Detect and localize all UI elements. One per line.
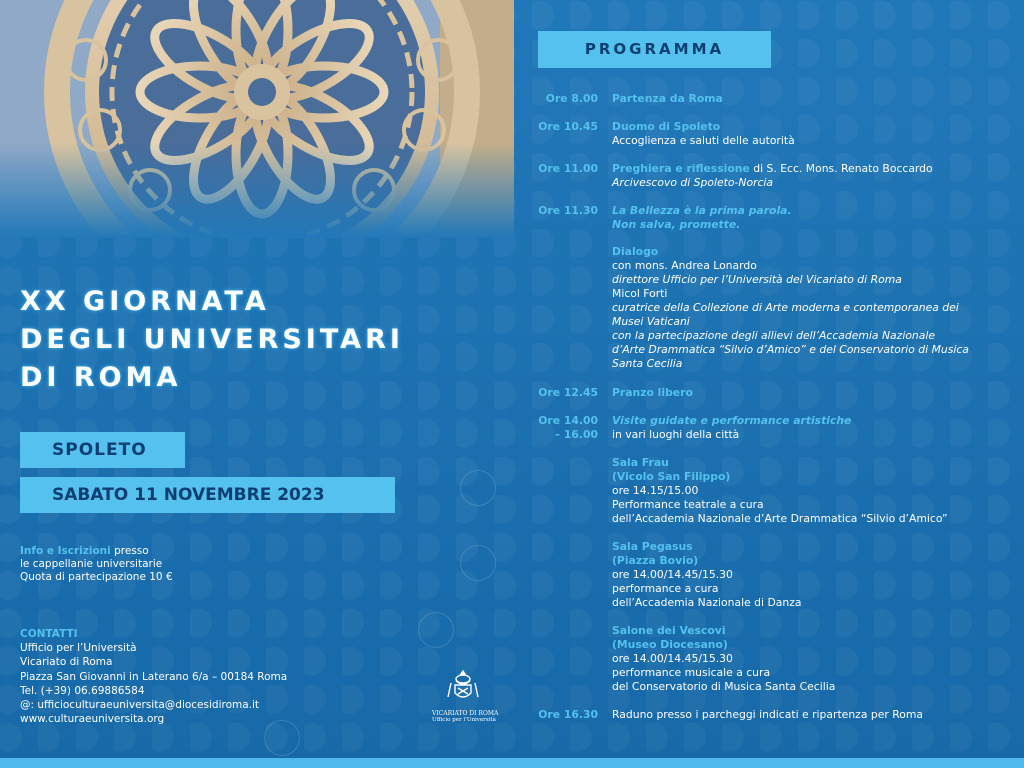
- info-highlight: Info e Iscrizioni: [20, 545, 111, 557]
- decorative-medallion: [460, 470, 496, 506]
- bottom-band: [0, 758, 1024, 768]
- logo-caption: VICARIATO DI ROMA: [432, 710, 499, 717]
- schedule-text: Musei Vaticani: [612, 315, 690, 328]
- right-panel: [514, 0, 1024, 768]
- venue-title: Sala Pegasus: [612, 540, 693, 553]
- title-line: DEGLI UNIVERSITARI: [20, 324, 404, 355]
- event-title: [20, 283, 404, 397]
- schedule-text: Raduno presso i parcheggi indicati e ripartenza per Roma: [612, 708, 924, 721]
- schedule-title: Duomo di Spoleto: [612, 120, 721, 133]
- title-line: XX GIORNATA: [20, 286, 270, 317]
- info-text: presso: [110, 545, 149, 557]
- schedule-text: con mons. Andrea Lonardo: [612, 259, 757, 272]
- contact-address: Piazza San Giovanni in Laterano 6/a – 00184 Roma: [20, 670, 288, 683]
- decorative-medallion: [460, 545, 496, 581]
- date-badge: SABATO 11 NOVEMBRE 2023: [20, 477, 395, 513]
- schedule-title: Pranzo libero: [612, 386, 693, 399]
- schedule-title: Dialogo: [612, 245, 659, 258]
- decorative-medallion: [418, 612, 454, 648]
- contact-org: Vicariato di Roma: [20, 656, 113, 669]
- info-text: le cappellanie universitarie: [20, 558, 163, 570]
- venue-location: (Museo Diocesano): [612, 638, 728, 651]
- vicariato-logo: [432, 668, 499, 732]
- schedule-text: ore 14.15/15.00: [612, 484, 699, 497]
- info-block: [20, 545, 173, 584]
- logo-caption: Ufficio per l’Università: [432, 717, 496, 723]
- title-line: DI ROMA: [20, 362, 182, 393]
- schedule-text: di S. Ecc. Mons. Renato Boccardo: [749, 162, 933, 175]
- schedule-text: Accoglienza e saluti delle autorità: [612, 134, 795, 147]
- venue-location: (Piazza Bovio): [612, 554, 699, 567]
- schedule-title: Visite guidate e performance artistiche: [612, 414, 852, 427]
- schedule-text: Santa Cecilia: [612, 357, 683, 370]
- schedule-text: dell’Accademia Nazionale di Danza: [612, 596, 802, 609]
- schedule-title: Non salva, promette.: [612, 218, 741, 231]
- rose-window-illustration: [0, 0, 514, 238]
- contact-phone[interactable]: Tel. (+39) 06.69886584: [20, 684, 145, 697]
- programma-header: PROGRAMMA: [538, 31, 771, 68]
- venue-title: Salone dei Vescovi: [612, 624, 726, 637]
- schedule-time: Ore 12.45: [538, 386, 598, 399]
- schedule-title: La Bellezza è la prima parola.: [612, 204, 792, 217]
- schedule-text: performance musicale a cura: [612, 666, 771, 679]
- contact-org: Ufficio per l’Università: [20, 642, 137, 655]
- schedule-text: d’Arte Drammatica “Silvio d’Amico” e del Conservatorio di Musica: [612, 343, 969, 356]
- contacts-block: [20, 627, 287, 726]
- coat-of-arms-icon: [445, 668, 481, 704]
- schedule-time: Ore 8.00: [545, 92, 598, 105]
- schedule-text: performance a cura: [612, 582, 719, 595]
- contacts-heading: CONTATTI: [20, 628, 78, 640]
- schedule-text: in vari luoghi della città: [612, 428, 740, 441]
- schedule-text: Micol Forti: [612, 287, 668, 300]
- info-text: Quota di partecipazione 10 €: [20, 571, 173, 583]
- venue-location: (Vicolo San Filippo): [612, 470, 731, 483]
- schedule-time: Ore 11.30: [538, 204, 598, 217]
- contact-email[interactable]: @: ufficioculturaeuniversita@diocesidiroma.it: [20, 699, 260, 712]
- place-badge: SPOLETO: [20, 432, 185, 468]
- schedule-title: Partenza da Roma: [612, 92, 723, 105]
- rose-window-photo: [0, 0, 514, 238]
- schedule-text: direttore Ufficio per l’Università del Vicariato di Roma: [612, 273, 902, 286]
- schedule-time: Ore 16.30: [538, 708, 598, 721]
- schedule-title: Preghiera e riflessione: [612, 162, 750, 175]
- schedule-text: ore 14.00/14.45/15.30: [612, 652, 733, 665]
- schedule-time: Ore 10.45: [538, 120, 598, 133]
- schedule-time: Ore 11.00: [538, 162, 598, 175]
- schedule-text: ore 14.00/14.45/15.30: [612, 568, 733, 581]
- schedule-time: Ore 14.00 – 16.00: [538, 414, 598, 441]
- schedule-text: del Conservatorio di Musica Santa Cecilia: [612, 680, 836, 693]
- schedule-text: curatrice della Collezione di Arte moderna e contemporanea dei: [612, 301, 959, 314]
- schedule-text: Arcivescovo di Spoleto-Norcia: [612, 176, 774, 189]
- contact-website[interactable]: www.culturaeuniversita.org: [20, 713, 165, 726]
- venue-title: Sala Frau: [612, 456, 669, 469]
- schedule-text: con la partecipazione degli allievi dell’Accademia Nazionale: [612, 329, 936, 342]
- schedule-text: dell’Accademia Nazionale d’Arte Drammatica “Silvio d’Amico”: [612, 512, 948, 525]
- schedule-text: Performance teatrale a cura: [612, 498, 764, 511]
